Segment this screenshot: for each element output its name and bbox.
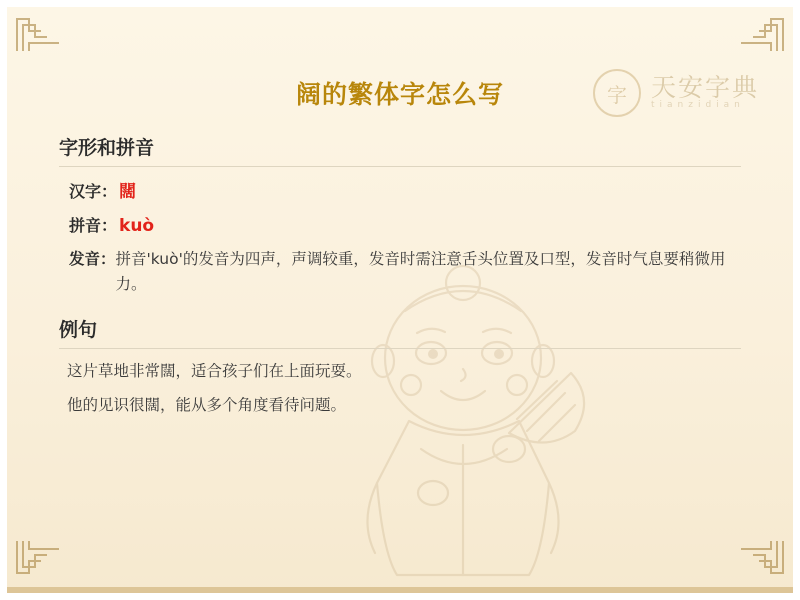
section-divider	[59, 166, 741, 167]
brand-name: 天安字典	[650, 73, 759, 103]
example-sentence: 他的见识很闊，能从多个角度看待问题。	[67, 395, 347, 414]
field-pronunciation-text: 拼音'kuò'的发音为四声，声调较重，发音时需注意舌头位置及口型，发音时气息要稍微用力。	[115, 250, 726, 293]
field-hanzi	[69, 177, 741, 202]
content-area	[7, 111, 793, 417]
field-hanzi-label: 汉字：	[69, 182, 118, 201]
section-divider	[59, 348, 741, 349]
field-pronunciation-label: 发音：	[69, 250, 116, 268]
field-pinyin	[69, 213, 741, 236]
section-heading-examples: 例句	[59, 318, 98, 341]
field-pronunciation	[69, 247, 741, 297]
corner-ornament-icon	[739, 539, 785, 579]
field-pinyin-value: kuò	[119, 216, 155, 236]
brand-pinyin: tianzidian	[650, 100, 745, 111]
section-heading-form-pinyin: 字形和拼音	[59, 137, 155, 159]
seal-icon: 字	[593, 69, 641, 117]
field-pinyin-label: 拼音：	[69, 216, 118, 235]
page-title: 阔的繁体字怎么写	[295, 80, 504, 109]
field-hanzi-value: 闊	[119, 182, 137, 202]
corner-ornament-icon	[15, 539, 61, 579]
example-sentence: 这片草地非常闊，适合孩子们在上面玩耍。	[67, 361, 362, 380]
